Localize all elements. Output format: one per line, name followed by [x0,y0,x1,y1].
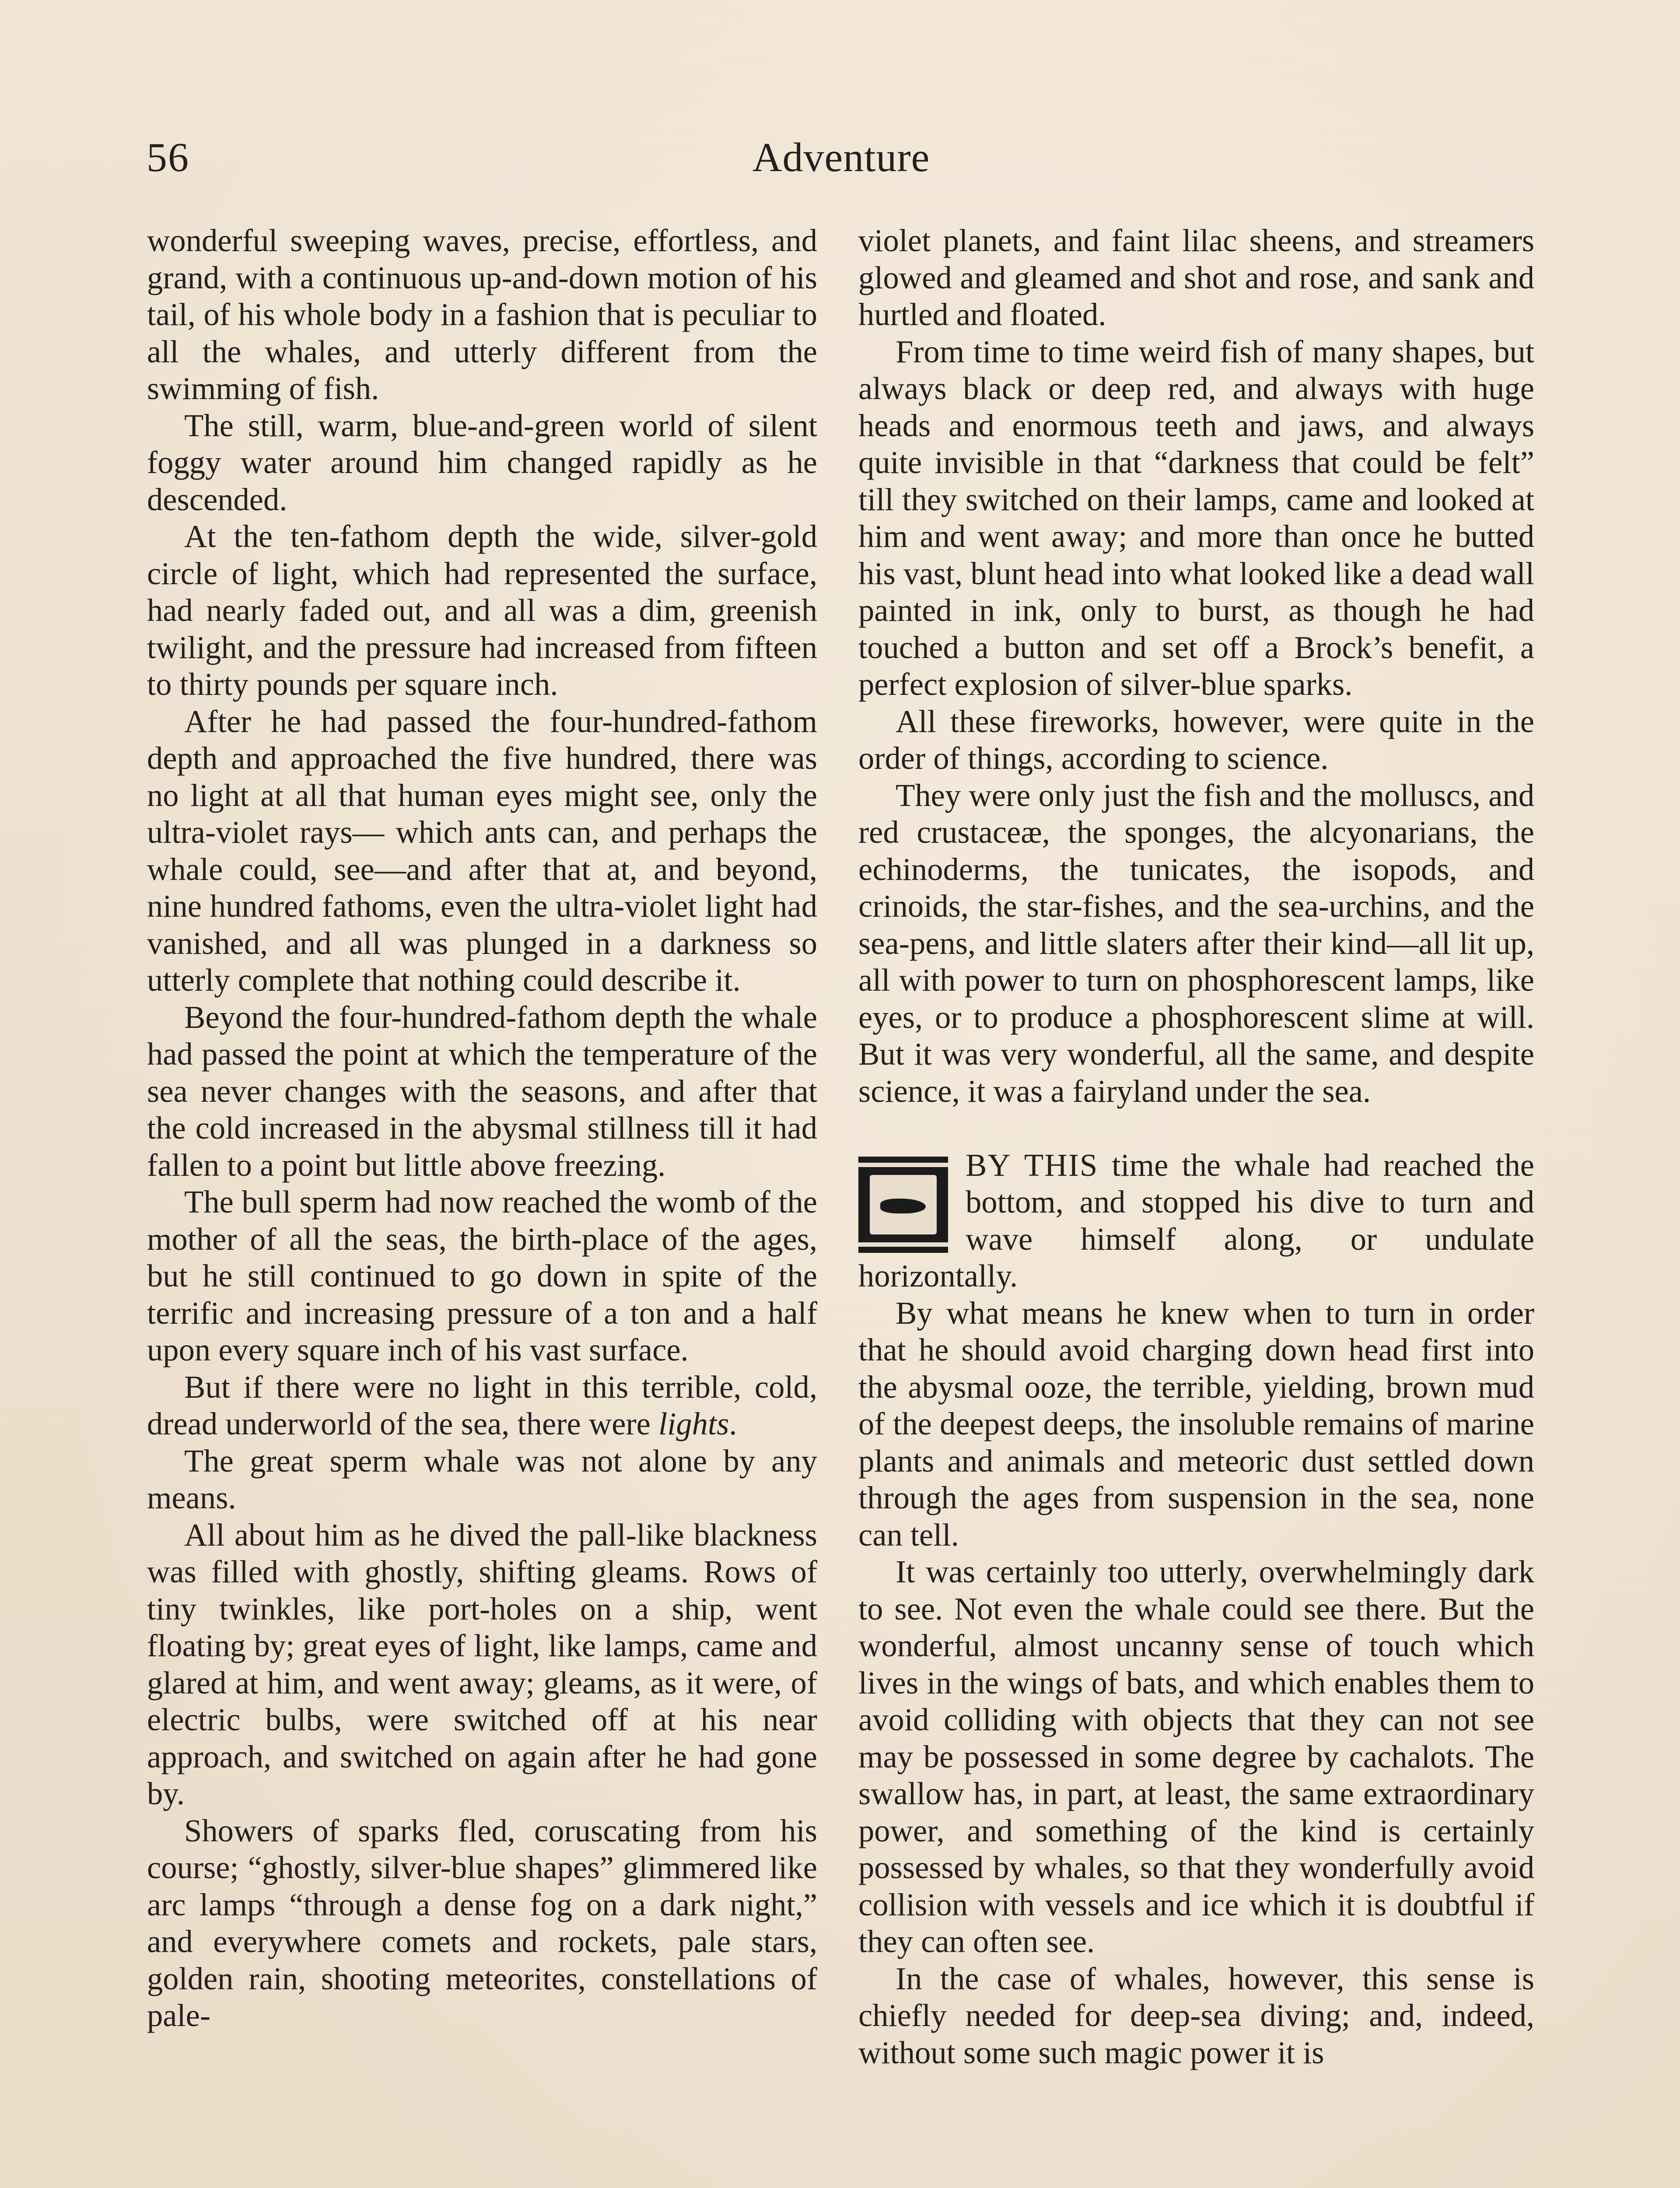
paragraph: wonderful sweeping waves, precise, effortless, and grand, with a continuous up-and-down motion of his tail, of his whole body in a fashion that is peculiar to all the whales, and utterly different from the swimming of fish. [147,223,817,406]
paragraph: All about him as he dived the pall-like blackness was filled with ghostly, shifting gleams. Rows of tiny twinkles, like port-holes on a ship, went floating by; great eyes of light, like lamps, came and glared at him, and went away; gleams, as it were, of electric bulbs, were switched off at his near approach, and switched on again after he had gone by. [147,1517,817,1811]
left-column [147,222,817,2034]
paragraph: violet planets, and faint lilac sheens, and streamers glowed and gleamed and shot and rose, and sank and hurtled and floated. [858,223,1534,332]
paragraph: The still, warm, blue-and-green world of silent foggy water around him changed rapidly as he descended. [147,407,817,517]
paragraph: At the ten-fathom depth the wide, silver-gold circle of light, which had represented the surface, had nearly faded out, and all was a dim, greenish twilight, and the pressure had increased from fifteen to thirty pounds per square inch. [147,519,817,702]
lights-text-before: But if there were no light in this terrible, cold, dread underworld of the sea, there were [147,1369,817,1441]
section-opening-text: time the whale had reached the bottom, and stopped his dive to turn and wave himself along, or undulate horizontally. [858,1147,1534,1294]
lights-emphasis: lights [658,1406,729,1441]
decorative-whale-initial-icon [858,1157,948,1253]
paragraph: All these fireworks, however, were quite in the order of things, according to science. [858,703,1534,776]
page-header [147,127,1536,188]
section-lead-in: BY THIS [966,1147,1099,1183]
paragraph: The bull sperm had now reached the womb of the mother of all the seas, the birth-place of the ages, but he still continued to go down in spite of the terrific and increasing pressure of a ton and a half upon every square inch of his vast surface. [147,1184,817,1368]
paragraph: They were only just the fish and the molluscs, and red crustaceæ, the sponges, the alcyonarians, the echinoderms, the tunicates, the isopods, and crinoids, the star-fishes, and the sea-urchins, and the sea-pens, and little slaters after their kind—all lit up, all with power to turn on phosphorescent lamps, like eyes, or to produce a phosphorescent slime at will. But it was very wonderful, all the same, and despite science, it was a fairyland under the sea. [858,777,1534,1109]
paragraph: After he had passed the four-hundred-fathom depth and approached the five hundred, there was no light at all that human eyes might see, only the ultra-violet rays— which ants can, and perhaps the whale could, see—and after that at, and beyond, nine hundred fathoms, even the ultra-violet light had vanished, and all was plunged in a darkness so utterly complete that nothing could describe it. [147,703,817,998]
right-column [858,222,1534,2071]
page-number: 56 [147,135,189,180]
section-opening-paragraph [858,1147,1534,1295]
paragraph: By what means he knew when to turn in order that he should avoid charging down head first into the abysmal ooze, the terrible, yielding, brown mud of the deepest deeps, the insoluble remains of marine plants and animals and meteoric dust settled down through the ages from suspension in the sea, none can tell. [858,1295,1534,1553]
magazine-title: Adventure [752,135,930,180]
paragraph: The great sperm whale was not alone by any means. [147,1443,817,1515]
lights-text-after: . [729,1406,737,1441]
paragraph: From time to time weird fish of many shapes, but always black or deep red, and always with huge heads and enormous teeth and jaws, and always quite invisible in that “darkness that could be felt” till they switched on their lamps, came and looked at him and went away; and more than once he butted his vast, blunt head into what looked like a dead wall painted in ink, only to burst, as though he had touched a button and set off a Brock’s benefit, a perfect explosion of silver-blue sparks. [858,333,1534,702]
paragraph: It was certainly too utterly, overwhelmingly dark to see. Not even the whale could see there. But the wonderful, almost uncanny sense of touch which lives in the wings of bats, and which enables them to avoid colliding with objects that they can not see may be possessed in some degree by cachalots. The swallow has, in part, at least, the same extraordinary power, and something of the kind is certainly possessed by whales, so that they wonderfully avoid collision with vessels and ice which it is doubtful if they can often see. [858,1554,1534,1959]
paragraph: In the case of whales, however, this sense is chiefly needed for deep-sea diving; and, indeed, without some such magic power it is [858,1960,1534,2070]
paragraph: Showers of sparks fled, coruscating from his course; “ghostly, silver-blue shapes” glimmered like arc lamps “through a dense fog on a dark night,” and everywhere comets and rockets, pale stars, golden rain, shooting meteorites, constellations of pale- [147,1813,817,2033]
paragraph: Beyond the four-hundred-fathom depth the whale had passed the point at which the temperature of the sea never changes with the seasons, and after that the cold increased in the abysmal stillness till it had fallen to a point but little above freezing. [147,999,817,1183]
paragraph-lights [147,1369,817,1443]
